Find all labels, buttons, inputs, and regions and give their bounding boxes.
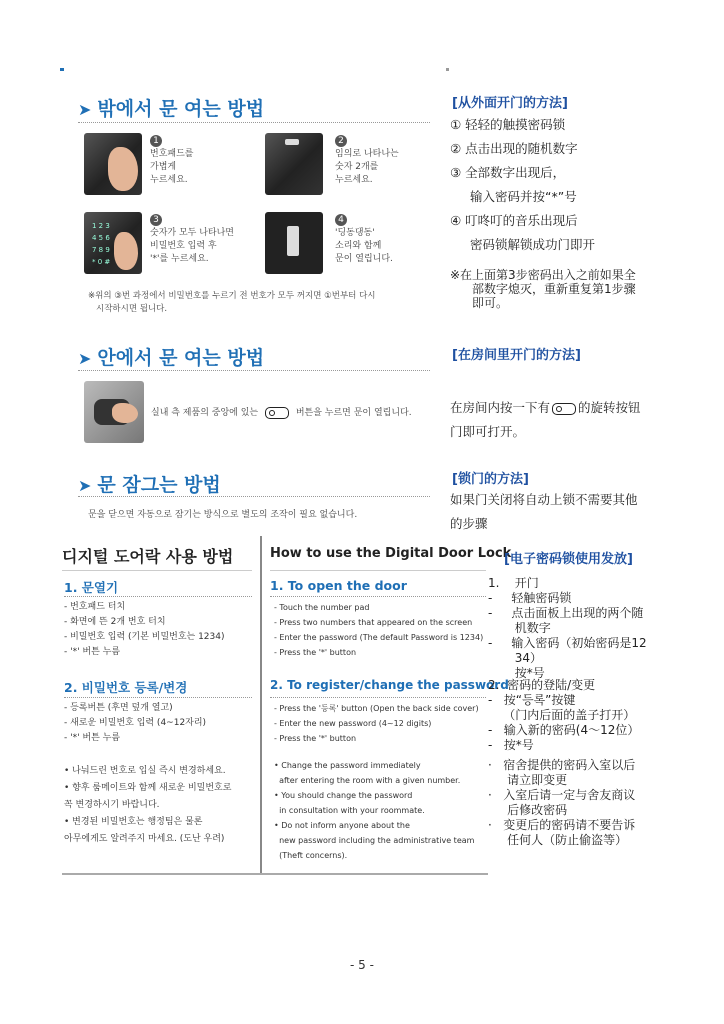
english-h2: 2. To register/change the password [270,678,509,692]
divider [78,122,430,123]
step3-text: 3 숫자가 모두 나타나면 비밀번호 입력 후 '*'를 누르세요. [150,215,234,264]
step4-photo [265,212,323,274]
korean-column [62,536,262,873]
cn-section2-head: [在房间里开门的方法] [452,348,581,363]
korean-card-title: 디지털 도어락 사용 방법 [62,547,234,566]
cn-section3-text: 如果门关闭将自动上锁不需要其他 的步骤 [450,492,638,531]
step2-text: 2 임의로 나타나는 숫자 2개를 누르세요. [335,136,399,185]
english-list2: - Press the '등록' button (Open the back side cover) - Enter the new password (4~12 digits) - Press the '*' button [274,704,479,743]
cn-bottom-list1: 1. 开门 - 轻触密码锁 - 点击面板上出现的两个随 机数字 - 输入密码（初始密码是12 34） 按*号 [488,576,647,680]
section2-text: 실내 측 제품의 중앙에 있는 버튼을 누르면 문이 열립니다. [151,408,412,418]
english-list1: - Touch the number pad - Press two numbers that appeared on the screen - Enter the password (The default Password is 1234) - Press the '*' button [274,603,484,657]
card-bottom-border [62,873,488,875]
step2-photo [265,133,323,195]
page-number: - 5 - [350,958,374,972]
key-icon [265,407,289,419]
korean-h1: 1. 문열기 [64,580,119,595]
arrow-icon: ➤ [78,476,92,495]
divider [78,496,430,497]
cn-section1-list: ① 轻轻的触摸密码锁 ② 点击出现的随机数字 ③ 全部数字出现后， 输入密码并按“*”号 ④ 叮咚叮的音乐出现后 密码锁解锁成功门即开 [450,117,596,252]
korean-h2: 2. 비밀번호 등록/변경 [64,680,188,695]
step3-photo: 1 2 3 4 5 6 7 8 9 * 0 # [84,212,142,274]
english-column [270,536,512,873]
arrow-icon: ➤ [78,349,92,368]
step4-text: 4 '딩동댕동' 소리와 함께 문이 열립니다. [335,215,393,264]
english-h1: 1. To open the door [270,578,407,593]
korean-list1: - 번호패드 터치 - 화면에 뜬 2개 번호 터치 - 비밀번호 입력 (기본 비밀번호는 1234) - '*' 버튼 누름 [64,602,225,657]
cn-bottom-notes: · 宿舍提供的密码入室以后 请立即变更 · 入室后请一定与舍友商议 后修改密码 · 变更后的密码请不要告诉 任何人（防止偷盗等） [488,758,636,847]
arrow-icon: ➤ [78,100,92,119]
step1-text: 1 번호패드를 가볍게 누르세요. [150,136,194,185]
divider [78,370,430,371]
inside-photo [84,381,144,443]
instruction-card [62,536,512,873]
corner-mark [60,68,64,71]
korean-note: ※위의 ③번 과정에서 비밀번호를 누르기 전 번호가 모두 꺼지면 ①번부터 다시 시작하시면 됩니다. [88,291,376,314]
cn-section1-note: ※在上面第3步密码出入之前如果全 部数字熄灭，重新重复第1步骤 即可。 [450,268,636,310]
section3-text: 문을 닫으면 자동으로 잠기는 방식으로 별도의 조작이 필요 없습니다. [88,510,358,520]
key-icon [552,403,576,415]
english-notes: • Change the password immediately after entering the room with a given number. • You should change the password in consultation with your roommate. • Do not inform anyone about the new password including the administrative team (Theft concerns). [274,761,475,860]
section3-title: ➤ 문 잠그는 방법 [78,474,221,496]
step1-photo [84,133,142,195]
korean-list2: - 등록버튼 (후면 덮개 열고) - 새로운 비밀번호 입력 (4~12자리) - '*' 버튼 누름 [64,703,207,743]
corner-mark [446,68,449,71]
cn-section1-head: [从外面开门的方法] [452,96,568,111]
cn-section2-text: 在房间内按一下有 的旋转按钮 门即可打开。 [450,400,641,439]
english-card-title: How to use the Digital Door Lock [270,546,512,561]
cn-bottom-list2: 2. 密码的登陆/变更 - 按“등록”按键 （门内后面的盖子打开） - 输入新的密码(4～12位） - 按*号 [488,678,640,752]
cn-section3-head: [锁门的方法] [452,472,529,487]
korean-notes: • 나눠드린 번호로 입실 즉시 변경하세요. • 향후 룸메이트와 함께 새로운 비밀번호로 꼭 변경하시기 바랍니다. • 변경된 비밀번호는 행정팀은 물론 아무에게도 알려주지 마세요. (도난 우려) [64,766,232,844]
section1-title: ➤ 밖에서 문 여는 방법 [78,98,265,120]
cn-bottom-head: [电子密码锁使用发放] [504,552,633,567]
section2-title: ➤ 안에서 문 여는 방법 [78,347,265,369]
